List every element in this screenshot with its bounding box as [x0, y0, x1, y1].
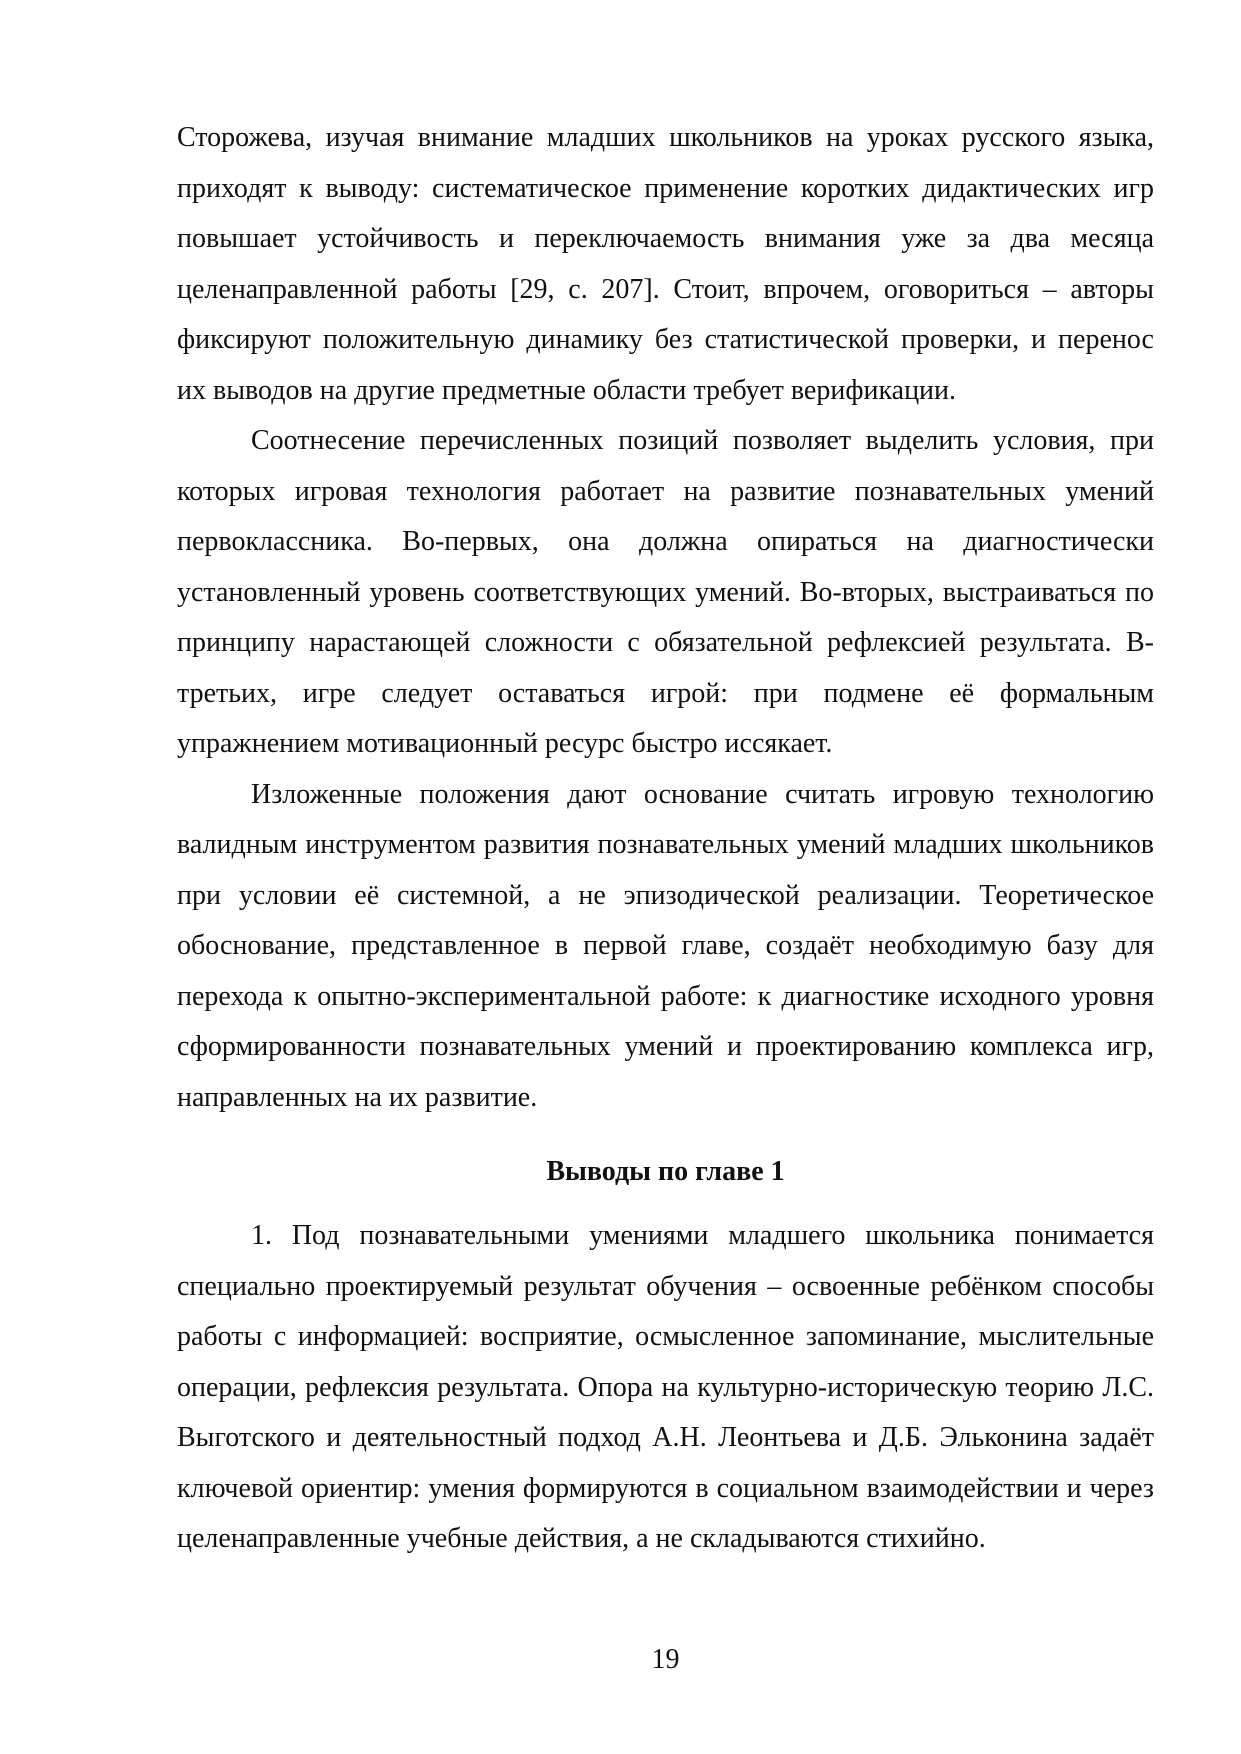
paragraph-continuation: Сторожева, изучая внимание младших школьников на уроках русского языка, приходят к выводу: систематическое применение коротких дидактических игр повышает устойчивость и переключаемость внимания уже за два месяца целенаправленной работы [29, с. 207]. Стоит, впрочем, оговориться – авторы фиксируют положительную динамику без статистической проверки, и перенос их выводов на другие предметные области требует верификации.: [177, 122, 1154, 406]
section-heading: Выводы по главе 1: [546, 1156, 785, 1187]
conclusion-item-1: 1. Под познавательными умениями младшего школьника понимается специально проектируемый результат обучения – освоенные ребёнком способы работы с информацией: восприятие, осмысленное запоминание, мыслительные операции, рефлексия результата. Опора на культурно-историческую теорию Л.С. Выготского и деятельностный подход А.Н. Леонтьева и Д.Б. Эльконина задаёт ключевой ориентир: умения формируются в социальном взаимодействии и через целенаправленные учебные действия, а не складываются стихийно.: [177, 1220, 1154, 1554]
page-number: 19: [651, 1644, 680, 1675]
paragraph-conditions: Соотнесение перечисленных позиций позволяет выделить условия, при которых игровая технология работает на развитие познавательных умений первоклассника. Во-первых, она должна опираться на диагностически установленный уровень соответствующих умений. Во-вторых, выстраиваться по принципу нарастающей сложности с обязательной рефлексией результата. В-третьих, игре следует оставаться игрой: при подмене её формальным упражнением мотивационный ресурс быстро иссякает.: [177, 425, 1154, 759]
paragraph-summary: Изложенные положения дают основание считать игровую технологию валидным инструментом развития познавательных умений младших школьников при условии её системной, а не эпизодической реализации. Теоретическое обоснование, представленное в первой главе, создаёт необходимую базу для перехода к опытно-экспериментальной работе: к диагностике исходного уровня сформированности познавательных умений и проектированию комплекса игр, направленных на их развитие.: [177, 778, 1154, 1113]
document-page: [177, 113, 1154, 1565]
